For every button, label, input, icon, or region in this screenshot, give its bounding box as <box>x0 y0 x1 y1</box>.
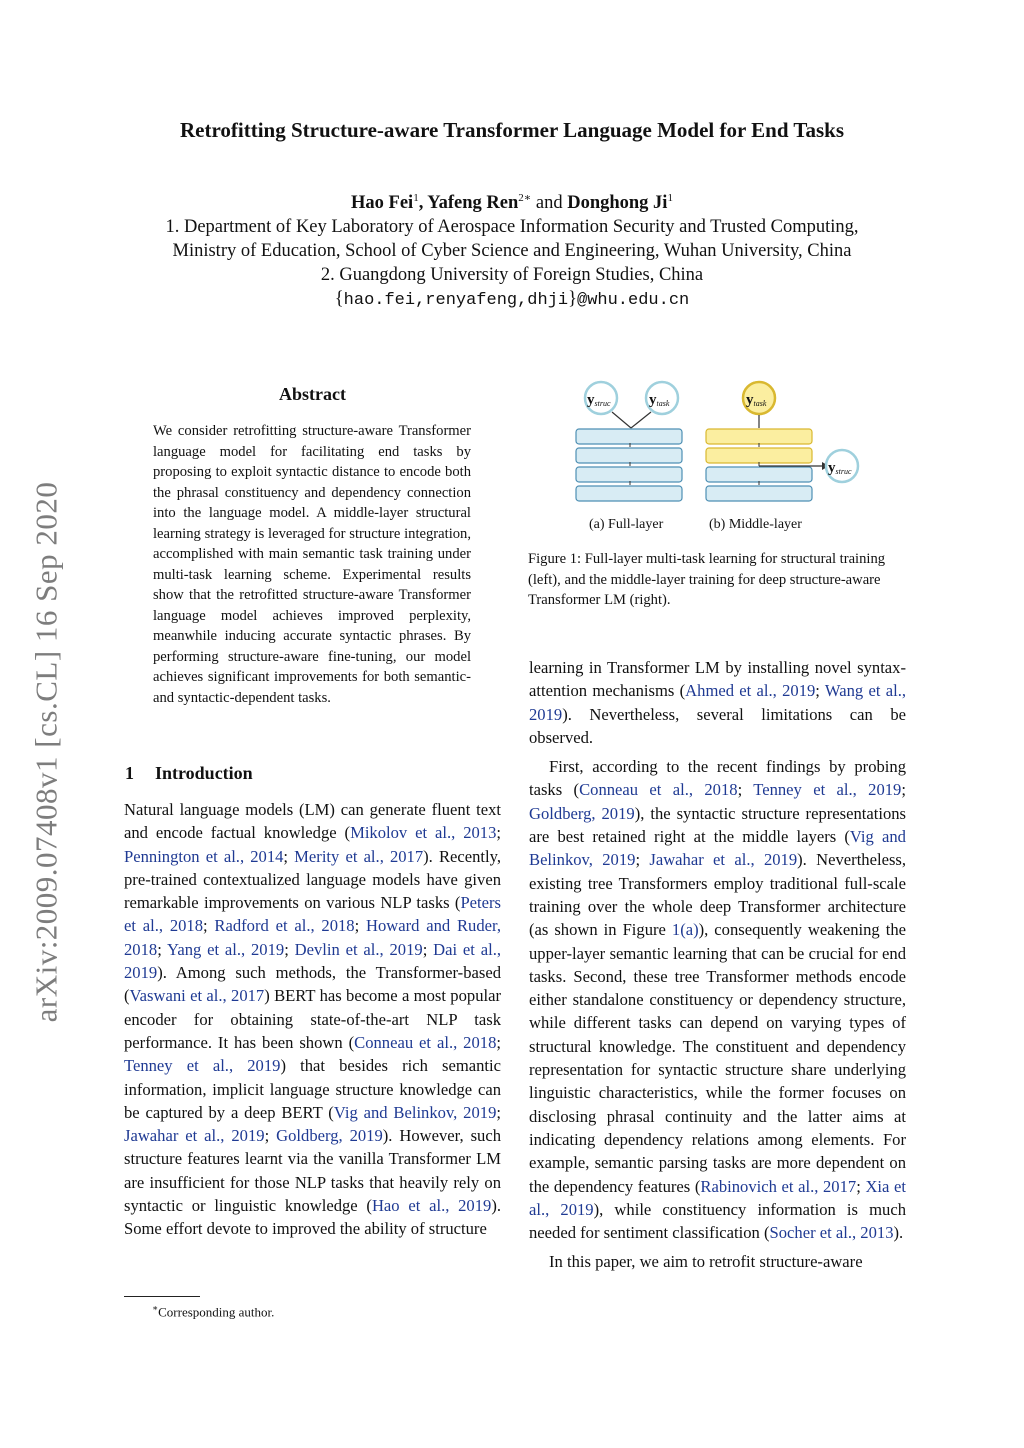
affiliation-2: 2. Guangdong University of Foreign Studies, China <box>320 265 704 286</box>
email-domain: @whu.edu.cn <box>577 291 690 311</box>
citation-link[interactable]: Conneau et al., 2018 <box>354 1032 497 1052</box>
right-paragraph-2: In this paper, we aim to retrofit structure-aware <box>549 1252 863 1272</box>
transformer-layer-b-2 <box>706 467 812 482</box>
citation-link[interactable]: Mikolov et al., 2013 <box>350 823 497 843</box>
abstract-heading: Abstract <box>279 384 346 404</box>
paper-title: Retrofitting Structure-aware Transformer Language Model for End Tasks <box>179 118 845 142</box>
y-task-label-a: ytask <box>649 392 670 408</box>
footnote-rule <box>124 1296 200 1297</box>
author-3: Donghong Ji <box>567 193 668 214</box>
left-column <box>124 798 501 1241</box>
affiliation-1: 1. Department of Key Laboratory of Aerospace Information Security and Trusted Computing, <box>165 217 859 238</box>
transformer-layer-a-4 <box>576 429 682 444</box>
citation-link[interactable]: Goldberg, 2019 <box>276 1126 383 1146</box>
email-brace-close: } <box>568 289 577 310</box>
section-heading-introduction <box>125 763 500 784</box>
citation-link[interactable]: Conneau et al., 2018 <box>579 780 738 800</box>
author-1-affil: 1 <box>413 192 419 204</box>
citation-link[interactable]: Tenney et al., 2019 <box>753 780 902 800</box>
right-column <box>529 656 906 1274</box>
citation-link[interactable]: Peters et al., 2018 <box>124 893 501 936</box>
section-title: Introduction <box>155 763 253 783</box>
subfigure-a <box>576 382 682 532</box>
citation-link[interactable]: Vaswani et al., 2017 <box>129 986 265 1006</box>
section-number: 1 <box>125 763 134 783</box>
affiliation-1b: Ministry of Education, School of Cyber Science and Engineering, Wuhan University, China <box>172 241 852 262</box>
citation-link[interactable]: Vig and Belinkov, 2019 <box>333 1102 497 1122</box>
author-2-affil: 2∗ <box>518 192 532 204</box>
citation-link[interactable]: 1(a) <box>671 920 699 940</box>
citation-link[interactable]: Jawahar et al., 2019 <box>124 1126 265 1146</box>
author-emails <box>0 287 1024 313</box>
citation-link[interactable]: Devlin et al., 2019 <box>294 939 423 959</box>
citation-link[interactable]: Radford et al., 2018 <box>214 916 355 936</box>
author-2: Yafeng Ren <box>427 193 519 214</box>
footnote <box>152 1300 274 1320</box>
y-task-label-b: ytask <box>746 392 767 408</box>
citation-link[interactable]: Jawahar et al., 2019 <box>649 850 798 870</box>
transformer-layer-a-2 <box>576 467 682 482</box>
arrow-to-struc-a <box>612 412 631 428</box>
citation-link[interactable]: Howard and Ruder, 2018 <box>124 916 502 959</box>
citation-link[interactable]: Tenney et al., 2019 <box>124 1056 281 1076</box>
citation-link[interactable]: Ahmed et al., 2019 <box>685 681 816 701</box>
arxiv-stamp-text: arXiv:2009.07408v1 [cs.CL] 16 Sep 2020 <box>28 481 63 1023</box>
arrow-to-task-a <box>631 412 651 428</box>
citation-link[interactable]: Xia et al., 2019 <box>529 1176 906 1219</box>
transformer-layer-b-3 <box>706 448 812 463</box>
citation-link[interactable]: Hao et al., 2019 <box>371 1196 492 1216</box>
author-names: Hao Fei$^1$, Yafeng Ren$^{2∗}$ and Donghong Ji$^1$ <box>351 192 673 214</box>
arxiv-stamp <box>24 452 68 1052</box>
footnote-text: Corresponding author. <box>158 1304 275 1320</box>
citation-link[interactable]: Yang et al., 2019 <box>167 939 285 959</box>
subfigure-b <box>706 382 858 532</box>
citation-link[interactable]: Rabinovich et al., 2017 <box>700 1176 857 1196</box>
citation-link[interactable]: Pennington et al., 2014 <box>124 846 284 866</box>
right-paragraph-0: learning in Transformer LM by installing novel syntax-attention mechanisms (Ahmed et al., 2019; Wang et al., 2019). Nevertheless, several limitations can be observed. <box>529 658 906 747</box>
author-3-affil: 1 <box>667 192 673 204</box>
transformer-layer-a-1 <box>576 486 682 501</box>
transformer-layer-b-1 <box>706 486 812 501</box>
y-struc-label-a: ystruc <box>587 392 611 408</box>
author-block <box>0 186 1024 313</box>
transformer-layer-a-3 <box>576 448 682 463</box>
subfigure-b-caption: (b) Middle-layer <box>709 517 802 532</box>
figure-1-diagram <box>528 376 908 536</box>
citation-link[interactable]: Goldberg, 2019 <box>529 803 635 823</box>
transformer-layer-b-4 <box>706 429 812 444</box>
author-1: Hao Fei <box>351 193 414 214</box>
figure-1-caption: Figure 1: Full-layer multi-task learning for structural training (left), and the middle-layer training for deep structure-aware Transformer LM (right). <box>528 551 886 608</box>
citation-link[interactable]: Merity et al., 2017 <box>294 846 424 866</box>
subfigure-a-caption: (a) Full-layer <box>589 517 664 532</box>
email-users: hao.fei,renyafeng,dhji <box>343 291 569 311</box>
intro-paragraph-1: Natural language models (LM) can generate fluent text and encode factual knowledge (Mikolov et al., 2013; Pennington et al., 2014; Merity et al., 2017). Recently, pre-trained contextualized language models have given remarkable improvements on various NLP tasks (Peters et al., 2018; Radford et al., 2018; Howard and Ruder, 2018; Yang et al., 2019; Devlin et al., 2019; Dai et al., 2019). Among such methods, the Transformer-based (Vaswani et al., 2017) BERT has become a most popular encoder for obtaining state-of-the-art NLP task performance. It has been shown (Conneau et al., 2018; Tenney et al., 2019) that besides rich semantic information, implicit language structure knowledge can be captured by a deep BERT (Vig and Belinkov, 2019; Jawahar et al., 2019; Goldberg, 2019). However, such structure features learnt via the vanilla Transformer LM are insufficient for those NLP tasks that heavily rely on syntactic or linguistic knowledge (Hao et al., 2019). Some effort devote to improved the ability of structure <box>124 800 502 1239</box>
footnote-mark: ∗ <box>152 1303 159 1313</box>
email-brace-open: { <box>334 289 344 310</box>
right-paragraph-1: First, according to the recent findings by probing tasks (Conneau et al., 2018; Tenney et al., 2019; Goldberg, 2019), the syntactic structure representations are best retained right at the middle layers (Vig and Belinkov, 2019; Jawahar et al., 2019). Nevertheless, existing tree Transformers employ traditional full-scale training over the whole deep Transformer architecture (as shown in Figure 1(a)), consequently weakening the upper-layer semantic learning that can be crucial for end tasks. Second, these tree Transformer methods encode either standalone constituency or dependency structure, while different tasks can depend on varying types of structural knowledge. The constituent and dependency representation for syntactic structure share underlying linguistic characteristics, while the former focuses on disclosing phrasal continuity and the latter aims at indicating dependency relations among elements. For example, semantic parsing tasks are more dependent on the dependency features (Rabinovich et al., 2017; Xia et al., 2019), while constituency information is much needed for sentiment classification (Socher et al., 2013). <box>529 757 907 1243</box>
abstract-text: We consider retrofitting structure-aware Transformer language model for facilitating end tasks by proposing to exploit syntactic distance to encode both the phrasal constituency and dependency connection into the language model. A middle-layer structural learning strategy is leveraged for structure integration, accomplished with main semantic task training under multi-task learning scheme. Experimental results show that the retrofitted structure-aware Transformer language model achieves improved perplexity, meanwhile inducing accurate syntactic phrases. By performing structure-aware fine-tuning, our model achieves significant improvements for both semantic- and syntactic-dependent tasks. <box>153 423 471 706</box>
citation-link[interactable]: Vig and Belinkov, 2019 <box>529 827 906 870</box>
y-struc-label-b: ystruc <box>828 460 852 476</box>
author-and: and <box>535 193 563 214</box>
citation-link[interactable]: Socher et al., 2013 <box>769 1223 894 1243</box>
citation-link[interactable]: Wang et al., 2019 <box>529 681 906 724</box>
citation-link[interactable]: Dai et al., 2019 <box>124 939 501 983</box>
